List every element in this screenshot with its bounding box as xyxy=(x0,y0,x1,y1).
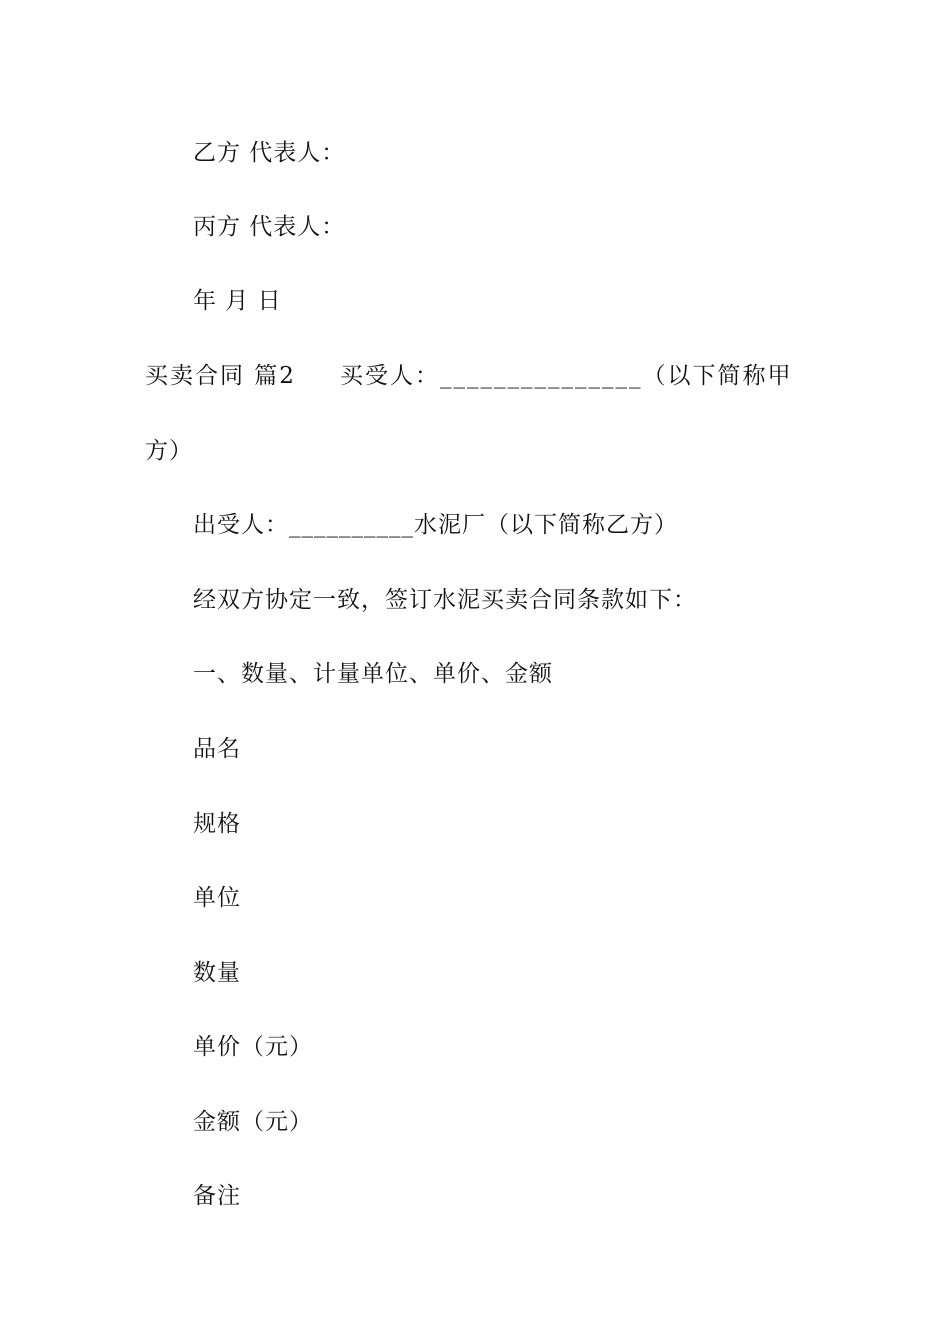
buyer-line-continuation: 方） xyxy=(145,438,193,464)
party-b-signature-line: 乙方 代表人： xyxy=(193,140,346,166)
field-quantity: 数量 xyxy=(193,960,241,986)
buyer-line-start: 买受人：_______________（以下简称甲 xyxy=(339,363,793,389)
field-amount: 金额（元） xyxy=(193,1109,313,1135)
contract-heading: 买卖合同 篇2 xyxy=(145,363,296,389)
field-unit: 单位 xyxy=(193,885,241,911)
seller-line: 出受人：__________水泥厂（以下简称乙方） xyxy=(193,512,678,538)
buyer-heading-line xyxy=(145,361,792,391)
field-remarks: 备注 xyxy=(193,1183,241,1209)
field-specification: 规格 xyxy=(193,811,241,837)
field-unit-price: 单价（元） xyxy=(193,1034,313,1060)
section-1-title: 一、数量、计量单位、单价、金额 xyxy=(193,661,553,687)
field-product-name: 品名 xyxy=(193,736,241,762)
party-c-signature-line: 丙方 代表人： xyxy=(193,214,346,240)
contract-intro: 经双方协定一致，签订水泥买卖合同条款如下： xyxy=(193,587,697,613)
date-line: 年 月 日 xyxy=(193,288,282,314)
